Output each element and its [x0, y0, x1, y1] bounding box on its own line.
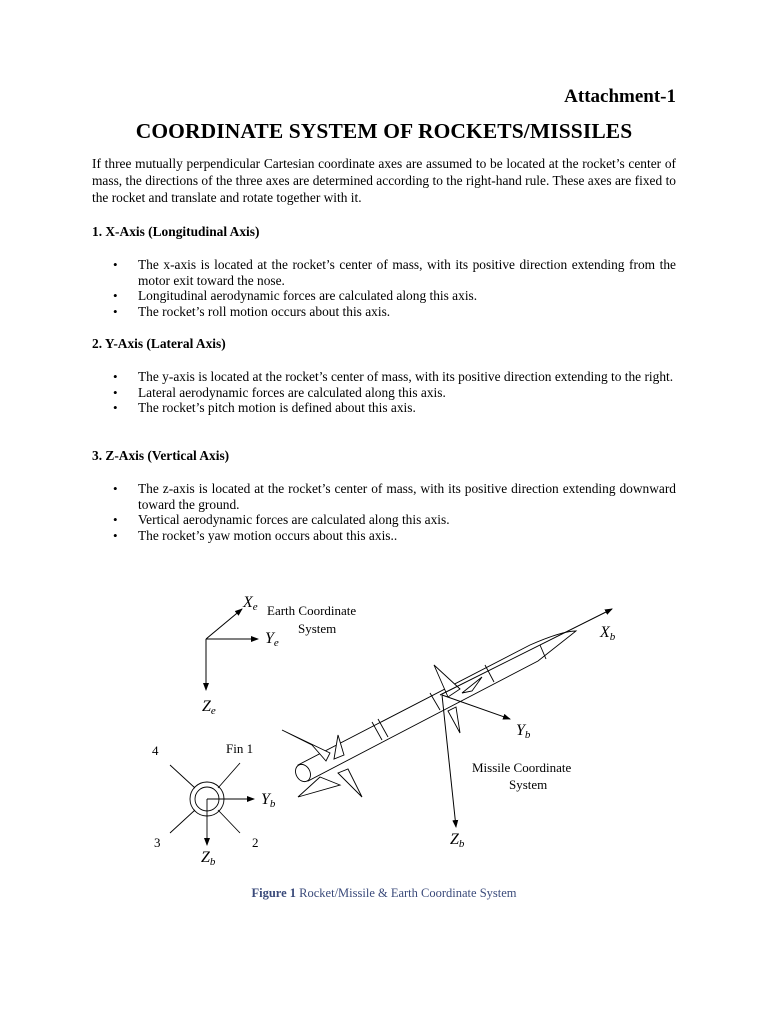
fin-4-label: 4 [152, 743, 159, 758]
mid-fin-bottom [448, 707, 460, 733]
missile-system-label-line1: Missile Coordinate [472, 760, 572, 775]
bullet-list-x-axis [92, 257, 676, 319]
section-heading-y-axis: 2. Y-Axis (Lateral Axis) [92, 336, 226, 351]
fin-3-label: 3 [154, 835, 161, 850]
bullet-list-z-axis [92, 481, 676, 543]
yb-axis-label: Yb [516, 722, 531, 741]
zb-cross-label: Zb [201, 849, 216, 868]
section-heading-z-axis: 3. Z-Axis (Vertical Axis) [92, 448, 230, 463]
fin-cross-section [170, 763, 254, 845]
earth-system-label-line2: System [298, 621, 337, 636]
tail-fin-top [282, 730, 330, 761]
earth-axes [206, 609, 258, 690]
list-item: • Vertical aerodynamic forces are calculated along this axis. [92, 512, 676, 528]
xe-axis-label: Xe [243, 594, 258, 613]
list-item: • Longitudinal aerodynamic forces are calculated along this axis. [92, 288, 676, 304]
list-item: • The y-axis is located at the rocket’s center of mass, with its positive direction extending to the right. [92, 369, 676, 385]
xb-axis-arrow [440, 609, 612, 695]
fin-4-line [170, 765, 195, 788]
intro-paragraph: If three mutually perpendicular Cartesian coordinate axes are assumed to be located at the rocket’s center of mass, the directions of the three axes are determined according to the right-hand rule. These axes are fixed to the rocket and translate and rotate together with it. [92, 156, 676, 205]
list-item: • The rocket’s pitch motion is defined about this axis. [92, 400, 676, 416]
section-heading-x-axis: 1. X-Axis (Longitudinal Axis) [92, 224, 260, 239]
fin-3-line [170, 810, 195, 833]
page-title: COORDINATE SYSTEM OF ROCKETS/MISSILES [135, 119, 633, 143]
bullet-list-y-axis [92, 369, 676, 416]
coordinate-system-figure [130, 585, 650, 875]
earth-system-label-line1: Earth Coordinate [267, 603, 357, 618]
ze-axis-label: Ze [202, 698, 216, 717]
missile-axes [440, 609, 612, 827]
rocket-body [298, 631, 576, 781]
list-item: • The rocket’s yaw motion occurs about this axis.. [92, 528, 676, 544]
figure-caption [0, 886, 768, 901]
list-item: • The z-axis is located at the rocket’s center of mass, with its positive direction extending downward toward the ground. [92, 481, 676, 512]
list-item: • Lateral aerodynamic forces are calculated along this axis. [92, 385, 676, 401]
list-item: • The rocket’s roll motion occurs about this axis. [92, 304, 676, 320]
figure-caption-label: Figure 1 [251, 886, 297, 900]
xb-axis-label: Xb [600, 624, 616, 643]
fin-2-label: 2 [252, 835, 259, 850]
ye-axis-label: Ye [265, 630, 279, 649]
zb-axis-label: Zb [450, 831, 465, 850]
fin-2-line [218, 810, 240, 833]
fin-1-label: Fin 1 [226, 741, 254, 756]
missile-system-label-line2: System [509, 777, 548, 792]
xe-axis-arrow [206, 609, 242, 639]
list-item: • The x-axis is located at the rocket’s center of mass, with its positive direction extending from the motor exit toward the nose. [92, 257, 676, 288]
attachment-label: Attachment-1 [564, 86, 676, 107]
fin-1-line [218, 763, 240, 788]
yb-cross-label: Yb [261, 791, 276, 810]
figure-caption-text: Rocket/Missile & Earth Coordinate System [296, 886, 517, 900]
